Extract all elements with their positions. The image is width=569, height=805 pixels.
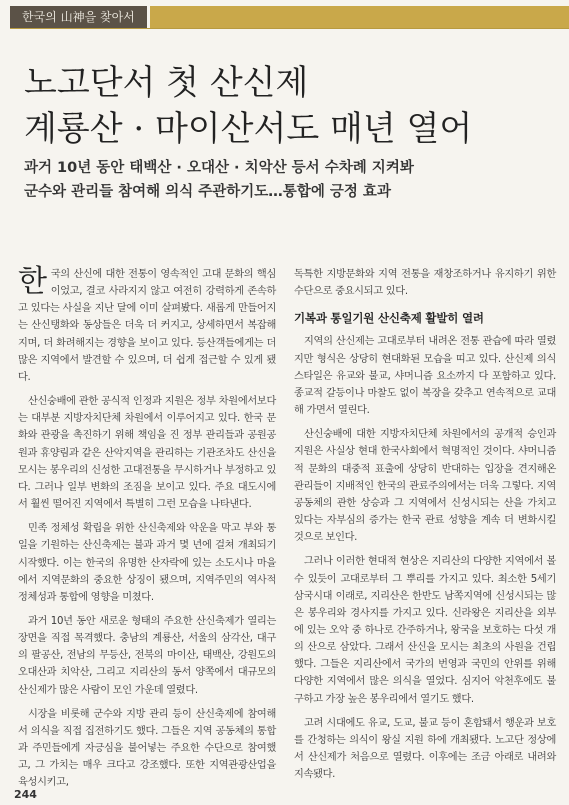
headline-line-2: 계룡산 · 마이산서도 매년 열어 (24, 109, 473, 149)
body-paragraph: 산신숭배에 대한 지방자치단체 차원에서의 공개적 승인과 지원은 사실상 현대 한국사회에서 혁명적인 것이다. 샤머니즘적 문화의 대중적 표출에 상당히 반대하는 입장을 견지해온 관리들이 지배적인 한국의 관료주의에서는 더욱 그렇다. 지역 공동체의 관한 상승과 그 지역에서 신성시되는 산을 가치고 있다는 자부심의 증가는 한국 관료 성향을 계속 더 변화시킬 것으로 보인다. (294, 429, 556, 544)
paragraph-text: 국의 산신에 대한 전통이 영속적인 고대 문화의 핵심이었고, 결코 사라지지 않고 여전히 강력하게 존속하고 있다는 사실을 지난 달에 이미 살펴봤다. 새롭게 만들어지는 산신탱화와 동상들은 더욱 더 커지고, 상세하면서 복잡해지며, 더 화려해지는 경향을 보이고 있다. 등산객들에게는 더 많은 지역에서 발견할 수 있으며, 더 쉽게 접근할 수 있게 됐다. (18, 269, 276, 383)
deck-line-2: 군수와 관리들 참여해 의식 주관하기도…통합에 긍정 효과 (24, 184, 391, 200)
article-headline (24, 60, 554, 152)
body-column-right (294, 266, 556, 790)
series-label: 한국의 山神을 찾아서 (10, 6, 147, 28)
headline-line-1: 노고단서 첫 산신제 (24, 63, 309, 103)
drop-cap: 한 (18, 264, 47, 299)
body-column-left (18, 266, 276, 799)
deck-line-1: 과거 10년 동안 태백산 · 오대산 · 치악산 등서 수차례 지켜봐 (24, 160, 414, 176)
body-paragraph: 고려 시대에도 유교, 도교, 불교 등이 혼합돼서 행운과 보호를 간청하는 의식이 왕실 지원 하에 개최됐다. 노고단 정상에서 산신제가 처음으로 열렸다. 이후에는 조금 아래로 내려와 지속됐다. (294, 717, 556, 781)
body-paragraph: 지역의 산신제는 고대로부터 내려온 전통 관습에 따라 열렸지만 형식은 상당히 현대화된 모습을 띠고 있다. 산신제 의식 스타일은 유교와 불교, 샤머니즘 요소까지 다 포함하고 있다. 종교적 갈등이나 마찰도 없이 복장을 갖추고 연속적으로 교대해 가면서 열린다. (294, 336, 556, 417)
body-paragraph: 과거 10년 동안 새로운 형태의 주요한 산신축제가 열리는 장면을 직접 목격했다. 충남의 계룡산, 서울의 삼각산, 대구의 팔공산, 전남의 무등산, 전북의 마이산, 태백산, 강원도의 오대산과 치악산, 그리고 지리산의 동서 양쪽에서 대규모의 산신제가 많은 사람이 모인 가운데 열렸다. (18, 615, 276, 696)
body-paragraph: 민족 정체성 확립을 위한 산신축제와 악운을 막고 부와 통일을 기원하는 산신축제는 불과 과거 몇 년에 걸쳐 개최되기 시작했다. 이는 한국의 유명한 산자락에 있는 소도시나 마을에서 지역문화의 중요한 상징이 됐으며, 지역주민의 역사적 정체성과 통합에 영향을 미쳤다. (18, 523, 276, 603)
body-paragraph: 그러나 이러한 현대적 현상은 지리산의 다양한 지역에서 볼 수 있듯이 고대로부터 그 뿌리를 가지고 있다. 최소한 5세기 삼국시대 이래로, 지리산은 한반도 남쪽지역에 신성시되는 많은 봉우리와 경사지를 가지고 있다. 신라왕은 지리산을 외부에 있는 오악 중 하나로 간주하거나, 왕국을 보호하는 다섯 개의 산으로 삼았다. 그래서 산신을 모시는 최초의 사원을 건립했다. 그들은 지리산에서 국가의 번영과 국민의 안위를 위해 다양한 지역에서 많은 의식을 열었다. 심지어 악천후에도 불구하고 가장 높은 봉우리에서 열기도 했다. (294, 556, 556, 705)
page-number: 244 (14, 788, 37, 801)
body-paragraph: 산신숭배에 관한 공식적 인정과 지원은 정부 차원에서보다는 대부분 지방자치단체 차원에서 이루어지고 있다. 한국 문화와 관광을 촉진하기 위해 책임을 진 정부 관리들과 공원공원과 휴양림과 같은 산악지역을 관리하는 기관조차도 산신을 모시는 봉우리의 신성한 고대전통을 무시하거나 부정하고 있다. 그러나 일부 변화의 조짐을 보이고 있다. 주요 대도시에서 훨씬 떨어진 지역에서 특별히 그런 모습을 나타낸다. (18, 396, 276, 511)
section-subheading: 기복과 통일기원 산신축제 활발히 열려 (294, 311, 484, 326)
article-subheadline (24, 156, 554, 204)
body-paragraph: 독특한 지방문화와 지역 전통을 재창조하거나 유지하기 위한 수단으로 중요시되고 있다. (294, 269, 556, 298)
body-paragraph: 시장을 비롯해 군수와 지방 관리 등이 산신축제에 참여해서 의식을 직접 집전하기도 했다. 그들은 지역 공동체의 통합과 주민들에게 자긍심을 불어넣는 주요한 수단으로 참여했고, 그 가치는 매우 크다고 강조했다. 또한 지역관광산업을 육성시키고, (18, 708, 276, 789)
body-paragraph (18, 266, 276, 386)
series-accent-bar (150, 6, 569, 28)
series-divider (10, 28, 569, 29)
series-header (0, 6, 569, 28)
